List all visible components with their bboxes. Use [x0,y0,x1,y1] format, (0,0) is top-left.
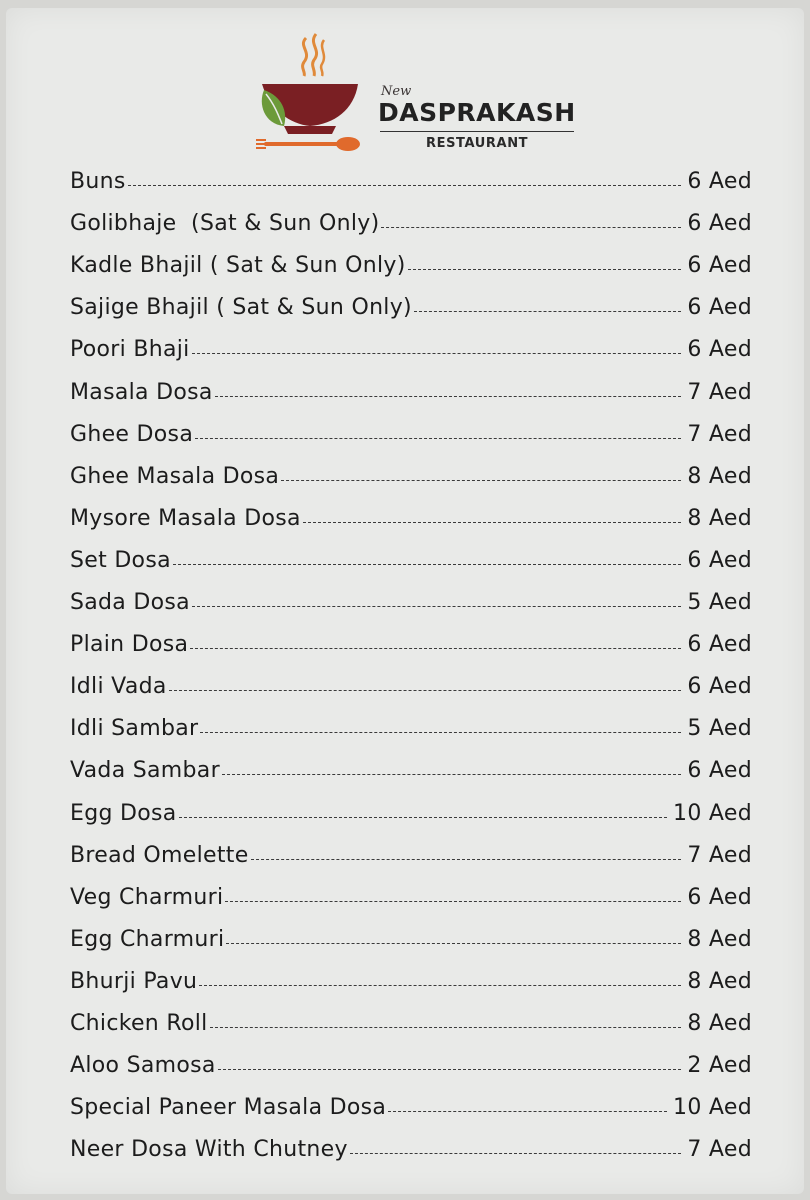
menu-item-price: 8 Aed [687,968,752,994]
menu-item-name: Kadle Bhajil ( Sat & Sun Only) [70,253,406,279]
menu-item-price: 8 Aed [687,1010,752,1036]
menu-item-price: 6 Aed [687,547,752,573]
menu-item-price: 10 Aed [673,800,752,826]
menu-item-name: Masala Dosa [70,379,213,405]
menu-item-price: 6 Aed [687,632,752,658]
bowl-logo-icon [254,30,374,160]
dotted-leader [200,732,681,733]
menu-item-name: Set Dosa [70,547,171,573]
menu-item [70,747,752,789]
dotted-leader [192,606,681,607]
menu-item-name: Idli Vada [70,674,167,700]
dotted-leader [251,859,682,860]
menu-item-name: Chicken Roll [70,1010,208,1036]
menu-item [70,789,752,831]
dotted-leader [281,480,681,481]
dotted-leader [179,817,667,818]
dotted-leader [388,1111,667,1112]
menu-item [70,621,752,663]
dotted-leader [414,311,681,312]
menu-item-price: 7 Aed [687,842,752,868]
menu-item-name: Poori Bhaji [70,337,190,363]
menu-item [70,832,752,874]
menu-list [70,158,752,1168]
dotted-leader [210,1027,682,1028]
menu-item [70,495,752,537]
menu-item [70,1000,752,1042]
menu-item-name: Ghee Dosa [70,421,194,447]
dotted-leader [173,564,681,565]
dotted-leader [199,985,681,986]
menu-item-name: Veg Charmuri [70,884,224,910]
menu-item [70,200,752,242]
menu-item [70,242,752,284]
menu-item-price: 8 Aed [687,505,752,531]
brand-subtitle: RESTAURANT [426,136,529,151]
dotted-leader [222,774,681,775]
menu-item [70,453,752,495]
menu-item-name: Egg Dosa [70,800,177,826]
menu-item [70,1042,752,1084]
menu-item-name: Bread Omelette [70,842,249,868]
menu-item [70,411,752,453]
menu-item [70,916,752,958]
menu-item-price: 2 Aed [687,1053,752,1079]
menu-card [6,8,804,1194]
menu-item-name: Buns [70,169,126,195]
dotted-leader [350,1153,682,1154]
menu-item [70,958,752,1000]
dotted-leader [225,901,681,902]
menu-item-name: Golibhaje (Sat & Sun Only) [70,211,380,237]
dotted-leader [128,185,682,186]
menu-item-name: Aloo Samosa [70,1053,216,1079]
menu-item-name: Mysore Masala Dosa [70,505,301,531]
dotted-leader [381,227,681,228]
menu-item-price: 6 Aed [687,337,752,363]
menu-item-name: Idli Sambar [70,716,199,742]
menu-item-name: Egg Charmuri [70,926,225,952]
menu-item-price: 6 Aed [687,253,752,279]
menu-item-name: Special Paneer Masala Dosa [70,1095,387,1121]
menu-item-price: 7 Aed [687,421,752,447]
menu-item-name: Sajige Bhajil ( Sat & Sun Only) [70,295,412,321]
menu-item [70,368,752,410]
menu-item-price: 10 Aed [673,1095,752,1121]
dotted-leader [192,353,682,354]
menu-item [70,284,752,326]
dotted-leader [218,1069,682,1070]
dotted-leader [408,269,682,270]
brand-name: DASPRAKASH [378,98,576,127]
menu-item [70,874,752,916]
menu-item-price: 8 Aed [687,463,752,489]
menu-item-price: 5 Aed [687,590,752,616]
brand-divider [380,131,574,132]
menu-item-price: 6 Aed [687,758,752,784]
dotted-leader [195,438,681,439]
menu-item-price: 6 Aed [687,884,752,910]
menu-item-price: 5 Aed [687,716,752,742]
menu-item-name: Vada Sambar [70,758,220,784]
menu-item-name: Bhurji Pavu [70,968,198,994]
menu-item-price: 6 Aed [687,295,752,321]
menu-item-name: Plain Dosa [70,632,189,658]
menu-item [70,1126,752,1168]
brand-prefix: New [381,84,412,99]
menu-item [70,579,752,621]
restaurant-logo [254,30,594,160]
menu-item-price: 6 Aed [687,169,752,195]
menu-item [70,705,752,747]
menu-item [70,326,752,368]
menu-item-name: Neer Dosa With Chutney [70,1137,348,1163]
menu-item [70,158,752,200]
dotted-leader [169,690,682,691]
menu-item-price: 7 Aed [687,379,752,405]
menu-item-price: 7 Aed [687,1137,752,1163]
menu-item [70,1084,752,1126]
menu-item-price: 8 Aed [687,926,752,952]
menu-item [70,663,752,705]
menu-item [70,537,752,579]
dotted-leader [303,522,682,523]
menu-item-name: Ghee Masala Dosa [70,463,280,489]
menu-item-name: Sada Dosa [70,590,190,616]
dotted-leader [190,648,681,649]
dotted-leader [215,396,682,397]
menu-item-price: 6 Aed [687,211,752,237]
menu-item-price: 6 Aed [687,674,752,700]
dotted-leader [226,943,681,944]
